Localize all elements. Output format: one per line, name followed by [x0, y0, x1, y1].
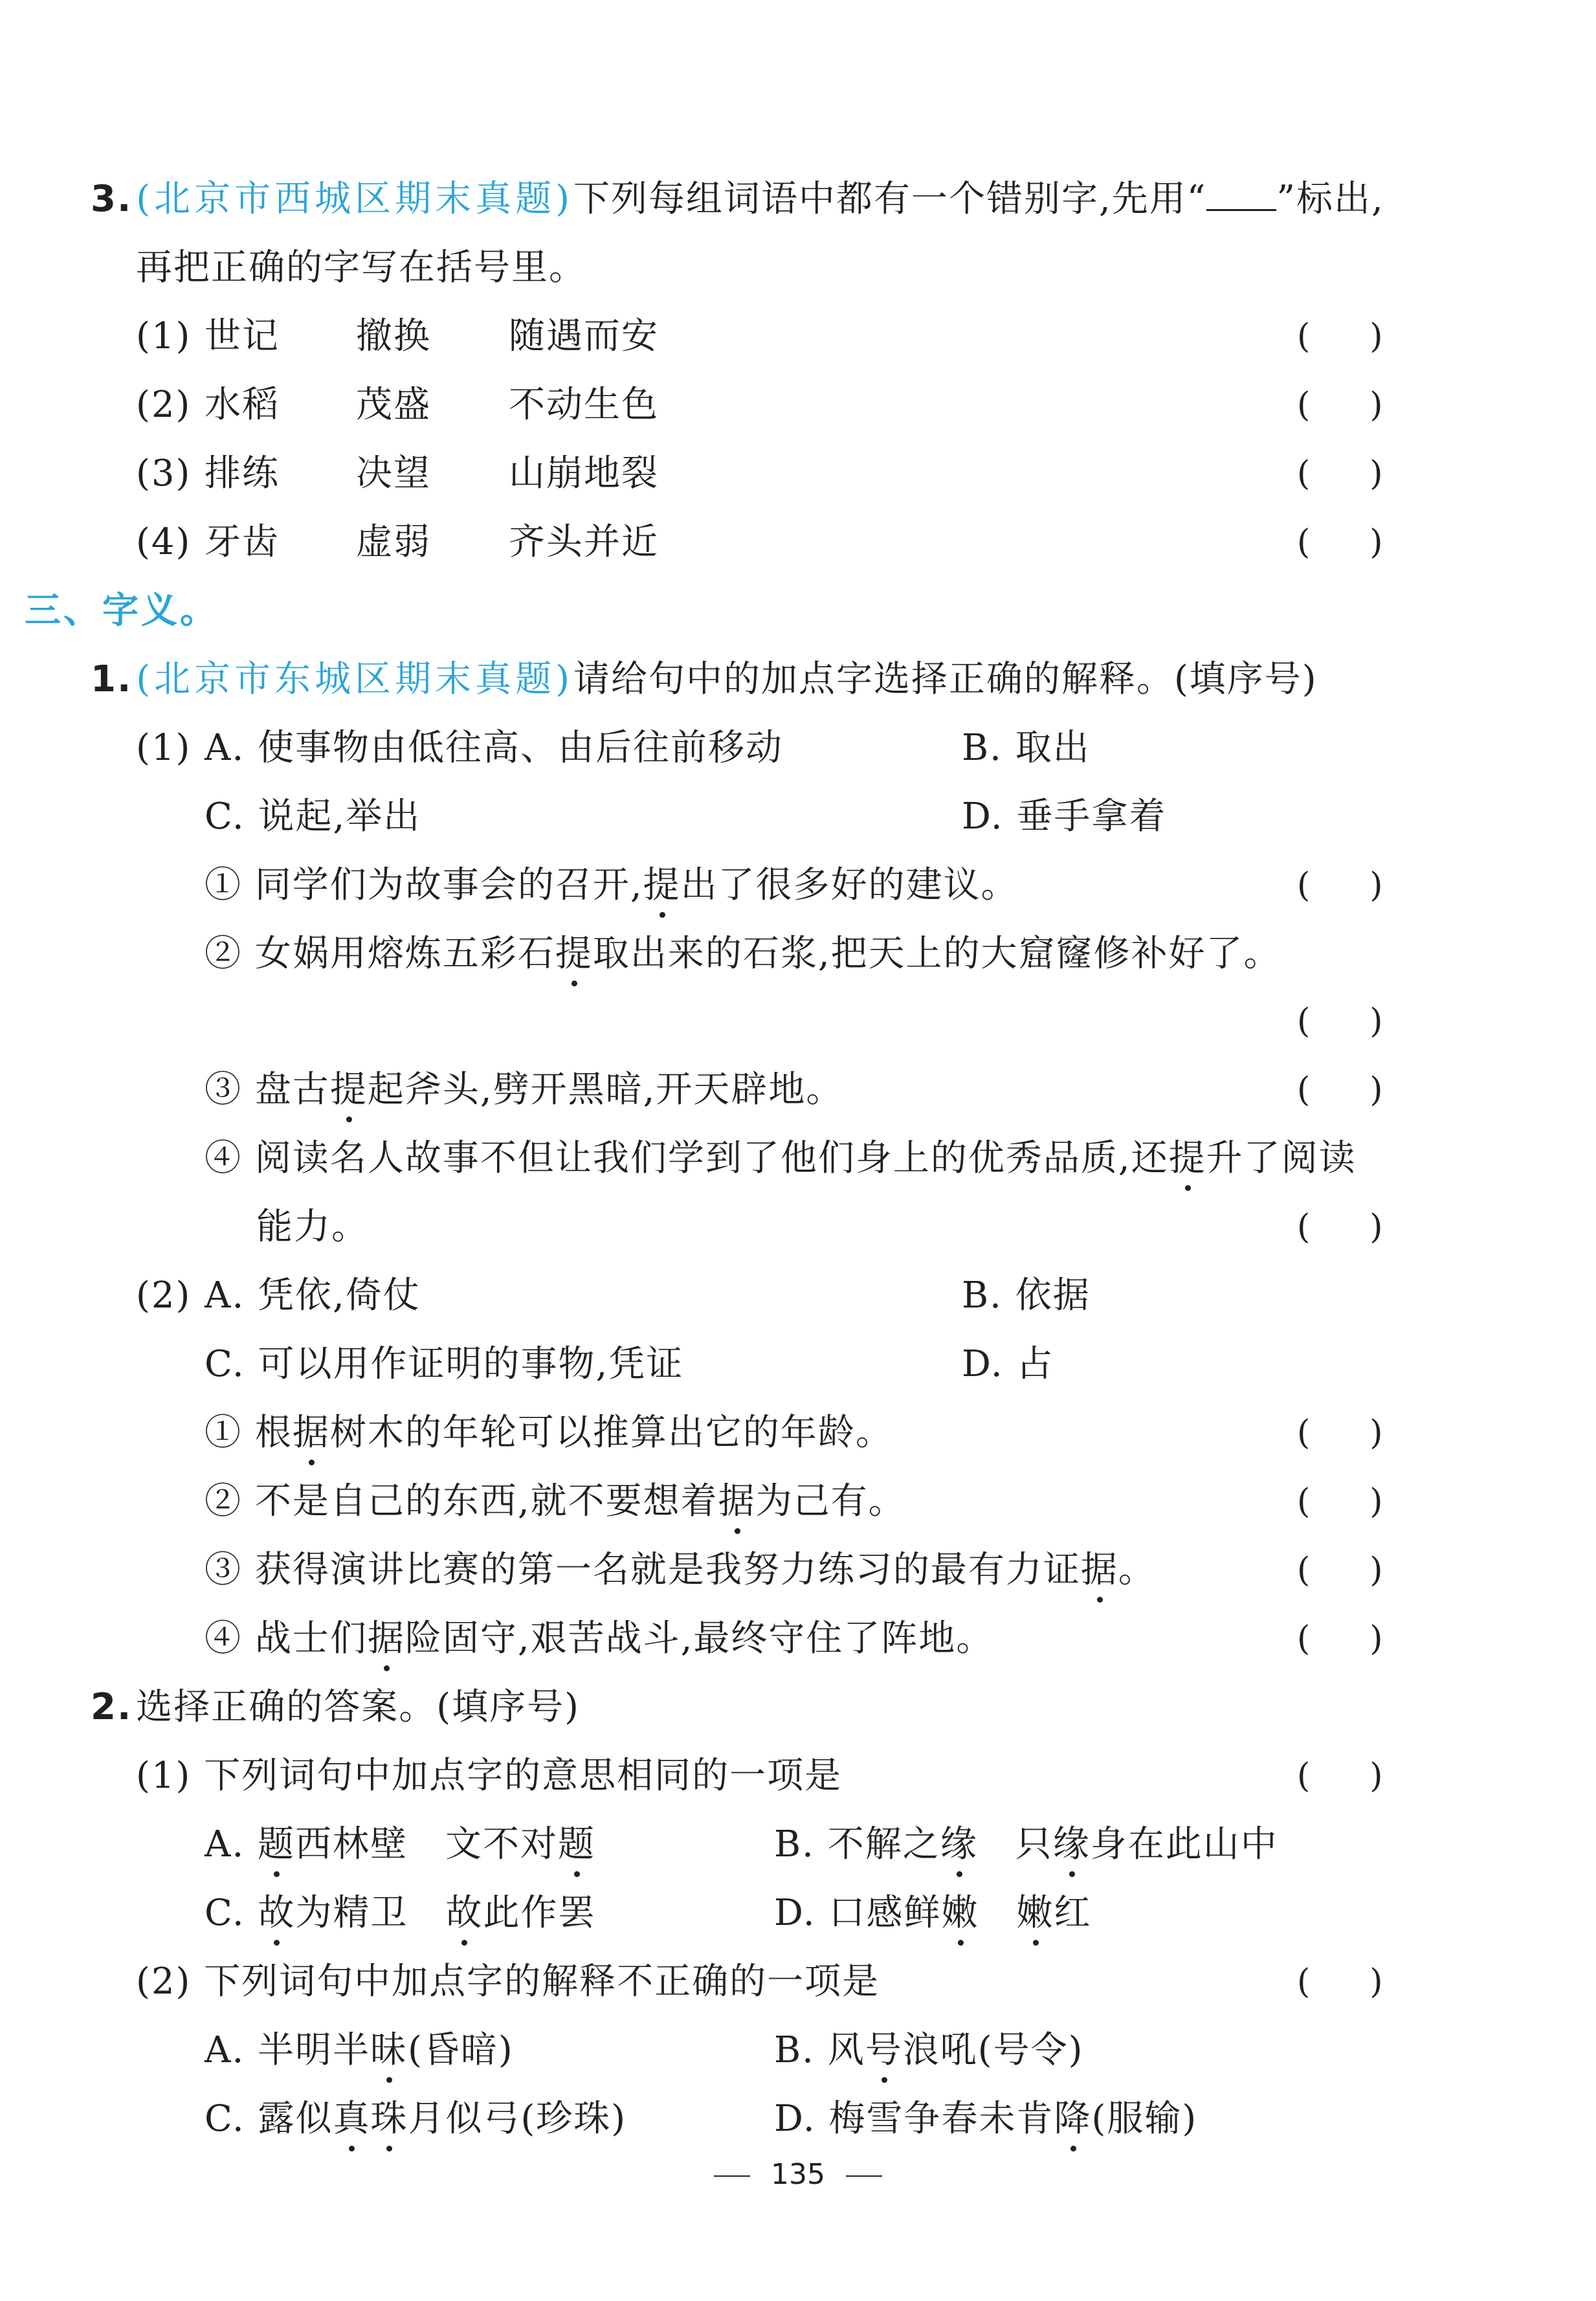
sentence-text: 树木的年轮可以推算出它的年龄。	[329, 1412, 893, 1454]
q2-p2-options-row2	[205, 2093, 1198, 2145]
q2-p1-options-row1	[205, 1819, 1278, 1871]
word: 水稻	[205, 384, 280, 426]
dotted-char: 据	[293, 1407, 330, 1459]
option-a: A. 半明半昧(昏暗)	[205, 2029, 514, 2071]
answer-parentheses[interactable]: ( )	[1297, 523, 1383, 562]
option-c: C. 说起,举出	[205, 795, 421, 838]
sentence-text: 起斧头,劈开黑暗,开天辟地。	[367, 1069, 844, 1111]
page-number-value: 135	[771, 2158, 825, 2191]
q3-row-4	[136, 517, 659, 568]
sentence-text: 阅读名人故事不但让我们学到了他们身上的优秀品质,还	[254, 1137, 1169, 1179]
option-a: A. 凭依,倚仗	[205, 1274, 421, 1317]
sub-label: (1)	[136, 727, 192, 769]
dotted-char: 故	[445, 1887, 483, 1939]
option-b: B. 风号浪吼(号令)	[774, 2025, 1083, 2076]
q1-p2-sentence-3	[205, 1544, 1156, 1596]
question-number: 1.	[91, 658, 133, 700]
option-d: D. 垂手拿着	[962, 795, 1167, 838]
row-label: (1)	[136, 315, 192, 357]
q1-p1-sentence-4-cont: 能力。	[256, 1206, 369, 1248]
answer-parentheses[interactable]: ( )	[1297, 1208, 1383, 1247]
question-source: (北京市东城区期末真题)	[136, 658, 573, 700]
option-d: D. 梅雪争春未肯降(服输)	[774, 2093, 1197, 2145]
sub-label: (2)	[136, 1961, 192, 2003]
row-label: (2)	[136, 384, 192, 426]
page-number-dash	[714, 2175, 750, 2177]
question-1-line1	[91, 654, 1318, 706]
sub-label: (2)	[136, 1274, 192, 1317]
dotted-char: 据	[1081, 1544, 1118, 1596]
answer-parentheses[interactable]: ( )	[1297, 1757, 1383, 1795]
option-d: D. 占	[962, 1343, 1054, 1385]
word: 山崩地裂	[509, 452, 659, 495]
dotted-char: 嫩	[1017, 1887, 1054, 1939]
dotted-char: 昧	[370, 2025, 408, 2076]
word: 撤换	[356, 315, 431, 357]
sub-question-text: 下列词句中加点字的解释不正确的一项是	[204, 1961, 880, 2003]
option-a: A. 使事物由低往高、由后往前移动	[205, 727, 784, 769]
sentence-text: 盘古	[254, 1069, 330, 1111]
sentence-text: 。	[1118, 1549, 1156, 1591]
item-number: ①	[205, 864, 242, 906]
row-label: (4)	[136, 521, 192, 563]
row-label: (3)	[136, 452, 192, 495]
question-number: 2.	[91, 1686, 133, 1728]
q1-p1-option-row2	[205, 791, 1167, 843]
sentence-text: 取出来的石浆,把天上的大窟窿修补好了。	[592, 933, 1281, 975]
dotted-char: 降	[1054, 2093, 1092, 2145]
option-a: A. 题西林壁 文不对题	[205, 1823, 595, 1865]
item-number: ④	[205, 1617, 242, 1660]
dotted-char: 提	[643, 860, 681, 911]
sentence-text: 出了很多好的建议。	[680, 864, 1019, 906]
dotted-char: 据	[368, 1613, 405, 1665]
sentence-text: 险固守,艰苦战斗,最终守住了阵地。	[405, 1617, 994, 1660]
question-number: 3.	[91, 178, 133, 220]
sentence-text: 战士们	[254, 1617, 368, 1660]
question-text: ”标出,	[1276, 178, 1384, 220]
q1-p2-sentence-4	[205, 1613, 993, 1665]
answer-parentheses[interactable]: ( )	[1297, 1551, 1383, 1590]
sentence-text: 为己有。	[755, 1480, 906, 1522]
answer-parentheses[interactable]: ( )	[1297, 1482, 1383, 1521]
word: 虚弱	[356, 521, 431, 563]
question-2-line1	[91, 1682, 580, 1733]
option-c: C. 露似真珠月似弓(珍珠)	[205, 2098, 626, 2140]
q3-row-1	[136, 311, 659, 362]
question-3-line1	[91, 173, 1384, 225]
q3-row-3	[136, 448, 659, 500]
q1-p1-sentence-4	[205, 1133, 1357, 1184]
option-b: B. 不解之缘 只缘身在此山中	[774, 1819, 1278, 1871]
dotted-char: 缘	[940, 1819, 978, 1871]
answer-parentheses[interactable]: ( )	[1297, 1414, 1383, 1452]
q1-p1-sentence-1	[205, 860, 1019, 911]
sentence-text: 获得演讲比赛的第一名就是我努力练习的最有力证	[254, 1549, 1081, 1591]
dotted-char: 真	[333, 2093, 370, 2145]
section-title: 三、字义。	[25, 590, 219, 632]
option-c: C. 可以用作证明的事物,凭证	[205, 1343, 684, 1385]
sentence-text: 升了阅读	[1206, 1137, 1357, 1179]
answer-parentheses[interactable]: ( )	[1297, 1002, 1383, 1041]
dotted-char: 缘	[1053, 1819, 1091, 1871]
q3-row-2	[136, 379, 659, 431]
word: 牙齿	[205, 521, 280, 563]
option-c: C. 故为精卫 故此作罢	[205, 1892, 595, 1934]
answer-blank	[1206, 181, 1276, 211]
sub-label: (1)	[136, 1755, 192, 1797]
dotted-char: 嫩	[942, 1887, 979, 1939]
dotted-char: 提	[1169, 1133, 1206, 1184]
sentence-text: 女娲用熔炼五彩石	[254, 933, 555, 975]
q1-p2-option-row2	[205, 1339, 1054, 1390]
word: 不动生色	[509, 384, 659, 426]
sentence-text: 同学们为故事会的召开,	[254, 864, 643, 906]
answer-parentheses[interactable]: ( )	[1297, 386, 1383, 425]
item-number: ④	[205, 1137, 242, 1179]
q2-p2-options-row1	[205, 2025, 1084, 2076]
q1-p2-sentence-1	[205, 1407, 893, 1459]
word: 决望	[356, 452, 431, 495]
dotted-char: 提	[330, 1064, 368, 1116]
question-text: 下列每组词语中都有一个错别字,先用“	[573, 178, 1207, 220]
q1-p2-sentence-2	[205, 1476, 906, 1528]
page-number	[0, 2155, 1596, 2194]
sub-question-text: 下列词句中加点字的意思相同的一项是	[204, 1755, 843, 1797]
dotted-char: 提	[555, 928, 593, 980]
item-number: ②	[205, 1480, 242, 1522]
option-b: B. 取出	[962, 727, 1091, 769]
word: 随遇而安	[509, 315, 659, 357]
dotted-char: 号	[865, 2025, 903, 2076]
page-number-dash	[846, 2175, 882, 2177]
question-3-line2: 再把正确的字写在括号里。	[136, 247, 586, 289]
q1-p1-sentence-3	[205, 1064, 843, 1116]
dotted-char: 据	[718, 1476, 756, 1528]
dotted-char: 珠	[370, 2093, 408, 2145]
word: 茂盛	[356, 384, 431, 426]
answer-parentheses[interactable]: ( )	[1297, 1071, 1383, 1109]
sentence-text: 不是自己的东西,就不要想着	[254, 1480, 718, 1522]
q1-p2-option-row1	[136, 1270, 1091, 1322]
dotted-char: 故	[258, 1887, 295, 1939]
sentence-text: 根	[254, 1412, 293, 1454]
answer-parentheses[interactable]: ( )	[1297, 317, 1383, 356]
q2-p2-question	[136, 1956, 880, 2008]
item-number: ③	[205, 1549, 242, 1591]
dotted-char: 题	[558, 1819, 595, 1871]
answer-parentheses[interactable]: ( )	[1297, 866, 1383, 905]
answer-parentheses[interactable]: ( )	[1297, 454, 1383, 493]
q2-p1-question	[136, 1750, 842, 1802]
question-text: 请给句中的加点字选择正确的解释。(填序号)	[573, 658, 1318, 700]
question-source: (北京市西城区期末真题)	[136, 178, 573, 220]
item-number: ③	[205, 1069, 242, 1111]
q1-p1-sentence-2	[205, 928, 1281, 980]
word: 世记	[205, 315, 280, 357]
item-number: ①	[205, 1412, 242, 1454]
word: 排练	[205, 452, 280, 495]
item-number: ②	[205, 933, 242, 975]
answer-parentheses[interactable]: ( )	[1297, 1619, 1383, 1658]
q2-p1-options-row2	[205, 1887, 1092, 1939]
q1-p1-option-row1	[136, 722, 1091, 774]
option-d: D. 口感鲜嫩 嫩红	[774, 1887, 1092, 1939]
answer-parentheses[interactable]: ( )	[1297, 1962, 1383, 2001]
question-text: 选择正确的答案。(填序号)	[136, 1686, 580, 1728]
option-b: B. 依据	[962, 1274, 1091, 1317]
word: 齐头并近	[509, 521, 659, 563]
dotted-char: 题	[258, 1819, 295, 1871]
